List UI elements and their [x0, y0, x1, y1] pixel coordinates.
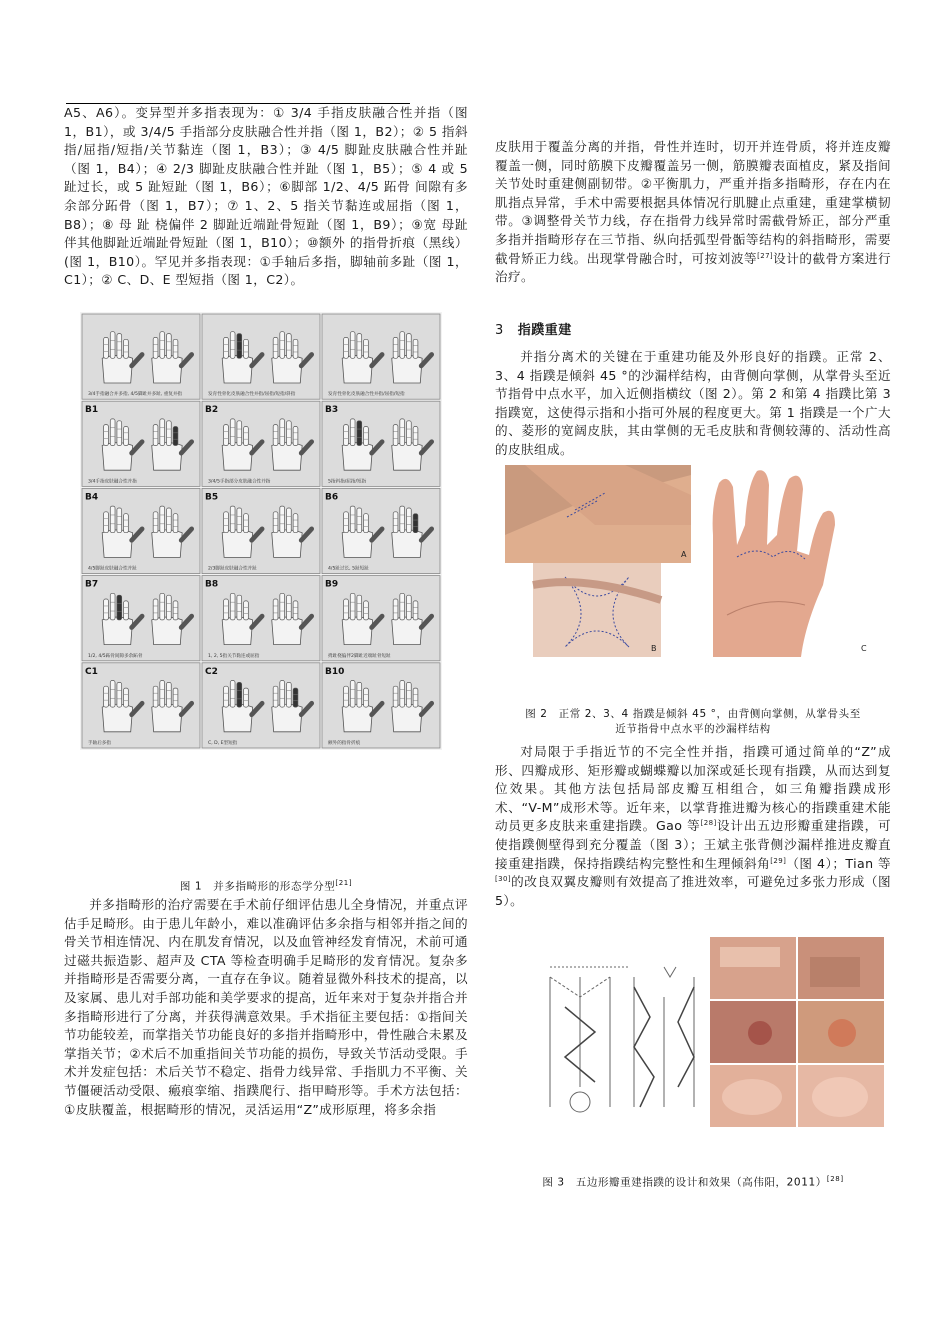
figure-3 [530, 937, 884, 1127]
figure-1-panel-caption: 4/5趾过长, 5趾短趾 [328, 566, 369, 572]
right-paragraph-3d: 的改良双翼皮瓣则有效提高了推进效率，可避免过多张力形成（图 5）。 [495, 874, 891, 908]
figure-1-panel-label: B2 [205, 405, 219, 416]
figure-3-photo-1 [710, 937, 796, 999]
figure-1-panel-label: B5 [205, 492, 219, 503]
figure-3-caption [495, 1172, 891, 1191]
figure-1-panel-caption: 4/5脚趾皮肤融合性并趾 [88, 566, 137, 572]
figure-1-panel-caption: 额外的指骨折痕 [328, 741, 361, 746]
figure-2-label-b: B [651, 644, 657, 653]
figure-2 [505, 465, 871, 657]
figure-3-caption-text: 图 3 五边形瓣重建指蹼的设计和效果（高伟阳，2011） [542, 1176, 827, 1189]
ref-28: [28] [700, 819, 717, 828]
figure-2-caption-line-2: 近节指骨中点水平的沙漏样结构 [615, 723, 771, 735]
figure-1-panel-label: B6 [325, 492, 339, 503]
figure-2-caption-line-1: 图 2 正常 2、3、4 指蹼是倾斜 45 °，由背侧向掌侧，从掌骨头至 [525, 708, 861, 720]
right-paragraph-3c: （图 4）；Tian 等 [786, 855, 891, 871]
right-paragraph-2: 并指分离术的关键在于重建功能及外形良好的指蹼。正常 2、3、4 指蹼是倾斜 45 °的沙漏样结构，由背侧向掌侧，从掌骨头至近节指骨中点水平，加入近侧指横纹（图 2）。第 2 和第 4 指蹼比第 3 指蹼宽，这使得示指和小指可外展的程度更大。第 1 指蹼是一个广大的、菱形的宽阔皮肤，其由掌侧的无毛皮肤和背侧较薄的、活动性高的皮肤组成。 [495, 349, 891, 457]
figure-1-panels [80, 312, 442, 750]
figure-1-panel [322, 314, 440, 399]
figure-1-panel [202, 401, 320, 486]
figure-1-panel-caption: 1/2, 4/5跖骨间隙多余跖骨 [88, 653, 143, 659]
right-paragraph-3b: 设计出五边形瓣重建指蹼，可使指蹼侧壁得到充分覆盖（图 3）；王斌主张背侧沙漏样推进皮瓣直接重建指蹼，保持指蹼结构完整性和生理倾斜角 [495, 818, 891, 871]
left-column-bottom [64, 896, 468, 1119]
figure-3-caption-ref: [28] [826, 1175, 844, 1183]
right-paragraph-1-tail: 设计的截骨方案进行治疗。 [495, 250, 891, 285]
figure-1-panel-label: C1 [85, 666, 98, 677]
figure-1-panel [202, 314, 320, 399]
figure-1-panel-label: B8 [205, 579, 219, 590]
left-paragraph-1: A5、A6）。变异型并多指表现为：① 3/4 手指皮肤融合性并指（图 1，B1），或 3/4/5 手指部分皮肤融合性并指（图 1，B2）；② 5 指斜指/屈指/短指/关节黏连（图 1，B3）；③ 4/5 脚趾皮肤融合性并趾（图 1，B4）；④ 2/3 脚趾皮肤融合性并趾（图 1，B5）；⑤ 4 或 5 趾过长，或 5 趾短趾（图 1，B6）；⑥脚部 1/2、4/5 跖骨 间隙有多余部分跖骨（图 1，B7）；⑦ 1、2、5 指关节黏连或屈指（图 1，B8）；⑧ 母 趾 桡偏伴 2 脚趾近端趾骨短趾（图 1，B9）；⑨宽 母趾伴其他脚趾近端趾骨短趾（图 1，B10）；⑩额外 的指骨折痕（黑线）(图 1，B10）。罕见并多指表现：①手轴后多指，脚轴前多趾（图 1，C1）；② C、D、E 型短指（图 1，C2）。 [64, 105, 468, 288]
figure-1-panel-caption: 3/4/5手指部分皮肤融合性并指 [208, 479, 271, 485]
figure-1-panel [82, 576, 200, 661]
figure-1 [80, 312, 442, 750]
figure-2-photos [505, 465, 871, 657]
right-column-top [495, 138, 891, 287]
figure-1-panel [202, 488, 320, 573]
section-heading [495, 322, 572, 340]
figure-2-label-a: A [681, 550, 687, 559]
right-paragraph-1-text: 皮肤用于覆盖分离的并指，骨性并连时，切开并连骨质，将并连皮瓣覆盖一侧，同时筋膜下皮瓣覆盖另一侧，筋膜瓣表面植皮，紧及指间关节处时重建侧副韧带。②平衡肌力，严重并指多指畸形，存在内在肌指点异常，手术中需要根据具体情况行肌腱止点重建，重建掌横韧带。③调整骨关节力线，存在指骨力线异常时需截骨矫正，部分严重多指并指畸形存在三节指、纵向括弧型骨骺等结构的斜指畸形，需要截骨矫正力线。出现掌骨融合时，可按刘波等 [495, 139, 891, 266]
figure-2-label-c: C [861, 644, 867, 653]
ref-29: [29] [770, 856, 787, 865]
figure-2-photo-b [533, 563, 661, 657]
figure-1-caption [64, 876, 468, 895]
figure-1-panel-caption: 拇趾桡偏伴2脚趾近端趾骨短趾 [328, 653, 391, 659]
figure-1-panel-label: B1 [85, 405, 99, 416]
right-paragraph-1 [495, 138, 891, 287]
figure-1-panel-caption: 3/4手指皮肤融合性并指 [88, 479, 137, 485]
figure-1-panel [82, 488, 200, 573]
figure-1-panel-caption: C, D, E型短指 [208, 741, 238, 746]
figure-1-caption-ref: [21] [335, 879, 353, 887]
figure-1-panel [202, 663, 320, 748]
figure-1-panel-caption: 1, 2, 5指关节黏连或屈指 [208, 653, 260, 659]
right-column-bottom [495, 743, 891, 910]
figure-1-panel [82, 401, 200, 486]
figure-1-panel-caption: 手轴后多指 [88, 741, 111, 746]
figure-1-panel-label: B3 [325, 405, 339, 416]
section-number: 3 [495, 323, 504, 338]
ref-27: [27] [757, 251, 774, 260]
ref-30: [30] [495, 874, 511, 883]
right-paragraph-3a: 对局限于手指近节的不完全性并指，指蹼可通过简单的“Z”成形、四瓣成形、矩形瓣或蝴蝶瓣以加深或延长现有指蹼，从而达到复位效果。其他方法包括局部皮瓣互相组合，如三角瓣指蹼成形术、“V-M”成形术等。近年来，以掌背推进瓣为核心的指蹼重建术能动员更多皮肤来重建指蹼。Gao 等 [495, 744, 891, 834]
figure-1-panel-caption: 5指斜指/屈指/短指 [328, 479, 367, 485]
figure-1-panel [82, 663, 200, 748]
figure-1-panel [322, 488, 440, 573]
right-column-mid [495, 348, 891, 460]
figure-1-panel-label: B9 [325, 579, 339, 590]
figure-1-panel [322, 401, 440, 486]
figure-3-diagram [530, 937, 884, 1127]
figure-1-panel-label: C2 [205, 666, 218, 677]
figure-1-panel [322, 663, 440, 748]
figure-1-panel-caption: 发育性骨化皮肤融合性并指/屈指/短指/斜指 [208, 392, 296, 398]
figure-2-caption [495, 707, 891, 737]
figure-1-panel [82, 314, 200, 399]
figure-1-panel [322, 576, 440, 661]
figure-1-panel-label: B10 [325, 666, 345, 677]
figure-1-panel-label: B4 [85, 492, 99, 503]
figure-1-panel-caption: 2/3脚趾皮肤融合性并趾 [208, 566, 257, 572]
section-title: 指蹼重建 [517, 323, 572, 338]
figure-1-panel [202, 576, 320, 661]
figure-1-panel-label: B7 [85, 579, 99, 590]
right-paragraph-3 [495, 743, 891, 910]
left-paragraph-2: 并多指畸形的治疗需要在手术前仔细评估患儿全身情况，并重点评估手足畸形。由于患儿年龄小，难以准确评估多余指与相邻并指之间的骨关节相连情况、内在肌发育情况，以及血管神经发育情况，术前可通过磁共振造影、超声及 CTA 等检查明确手足畸形的发育情况。复杂多并指畸形是否需要分离，一直存在争议。随着显微外科技术的提高，以及家属、患儿对手部功能和美学要求的提高，近年来对于复杂并指合并多指畸形进行了分离，并获得满意效果。手术指征主要包括：①指间关节功能较差，而掌指关节功能良好的多指并指畸形中，骨性融合未累及掌指关节；②术后不加重指间关节功能的损伤，导致关节活动受限。手术并发症包括：术后关节不稳定、指骨力线异常、手指肌力不平衡、关节僵硬活动受限、瘢痕挛缩、指蹼爬行、指甲畸形等。手术方法包括：①皮肤覆盖，根据畸形的情况，灵活运用“Z”成形原理，将多余指 [64, 897, 468, 1117]
figure-1-panel-caption: 3/4手指融合并多指, 4/5脚趾并多趾, 重复并指 [88, 392, 183, 398]
figure-1-caption-text: 图 1 并多指畸形的形态学分型 [179, 880, 336, 893]
left-column-top [64, 104, 468, 290]
figure-1-panel-caption: 发育性骨化皮肤融合性并指/屈指/短指 [328, 392, 405, 398]
